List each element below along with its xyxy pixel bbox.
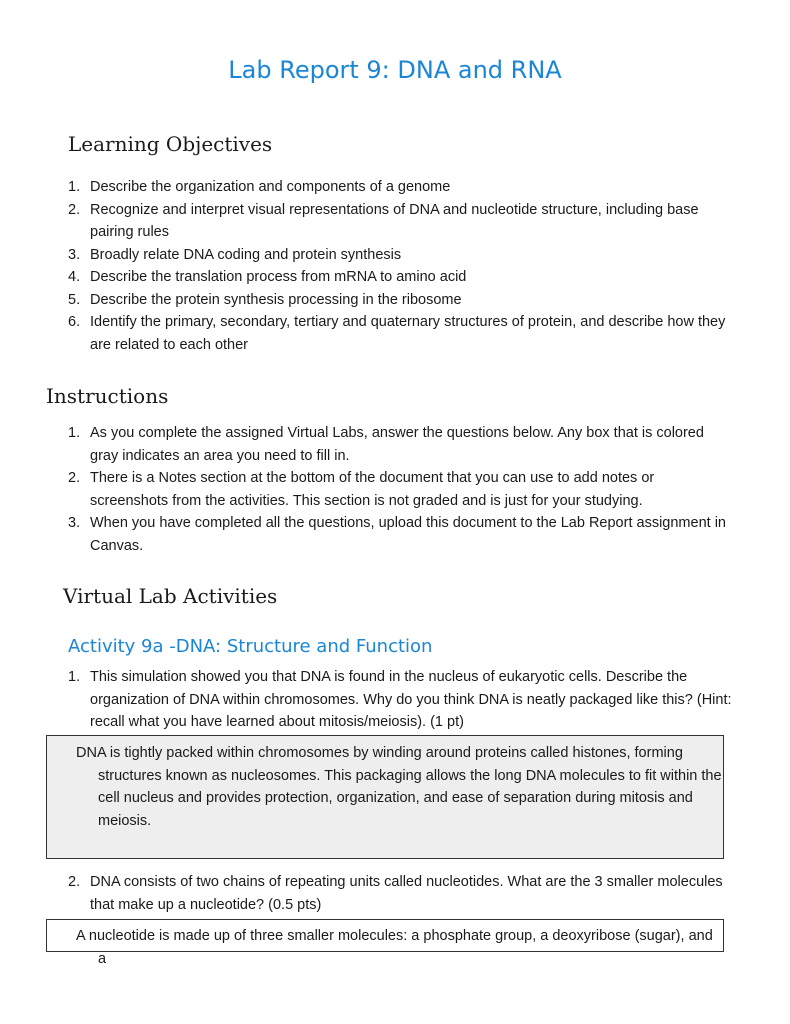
question-list — [46, 871, 736, 916]
list-item: 1. Describe the organization and components of a genome — [68, 179, 451, 195]
answer-text: DNA is tightly packed within chromosomes by winding around proteins called histones, forming structures known as nucleosomes. This packaging allows the long DNA molecules to fit within the cell nucleus and provides protection, organization, and ease of separation during mitosis and meiosis. — [76, 745, 722, 829]
question-list — [46, 666, 736, 734]
question-item: 1. This simulation showed you that DNA is found in the nucleus of eukaryotic cells. Describe the organization of DNA within chromosomes. Why do you think DNA is neatly packaged like this? (Hint: recall what you have learned about mitosis/meiosis). (1 pt) — [68, 669, 732, 730]
list-item: 2. There is a Notes section at the bottom of the document that you can use to add notes or screenshots from the activities. This section is not graded and is just for your studying. — [68, 470, 655, 509]
answer-text: A nucleotide is made up of three smaller molecules: a phosphate group, a deoxyribose (sugar), and a — [76, 928, 713, 967]
list-item: 2. Recognize and interpret visual representations of DNA and nucleotide structure, including base pairing rules — [68, 201, 699, 240]
learning-objectives-heading: Learning Objectives — [68, 132, 273, 156]
answer-box-2[interactable] — [46, 919, 724, 967]
list-item: 3. When you have completed all the questions, upload this document to the Lab Report assignment in Canvas. — [68, 515, 726, 554]
list-item: 1. As you complete the assigned Virtual Labs, answer the questions below. Any box that is colored gray indicates an area you need to fill in. — [68, 425, 704, 464]
list-item: 5. Describe the protein synthesis processing in the ribosome — [68, 291, 462, 308]
question-item: 2. DNA consists of two chains of repeating units called nucleotides. What are the 3 smaller molecules that make up a nucleotide? (0.5 pts) — [68, 874, 723, 913]
instructions-heading: Instructions — [46, 384, 169, 408]
learning-objectives-list — [46, 176, 736, 356]
list-item: 3. Broadly relate DNA coding and protein synthesis — [68, 246, 402, 263]
instructions-list — [46, 422, 736, 557]
list-item: 4. Describe the translation process from mRNA to amino acid — [68, 269, 467, 285]
document-title: Lab Report 9: DNA and RNA — [228, 56, 562, 84]
activity-heading: Activity 9a -DNA: Structure and Function — [68, 636, 433, 657]
virtual-lab-heading: Virtual Lab Activities — [63, 584, 278, 608]
answer-box-1[interactable] — [46, 735, 724, 859]
list-item: 6. Identify the primary, secondary, tertiary and quaternary structures of protein, and describe how they are related to each other — [68, 314, 726, 353]
